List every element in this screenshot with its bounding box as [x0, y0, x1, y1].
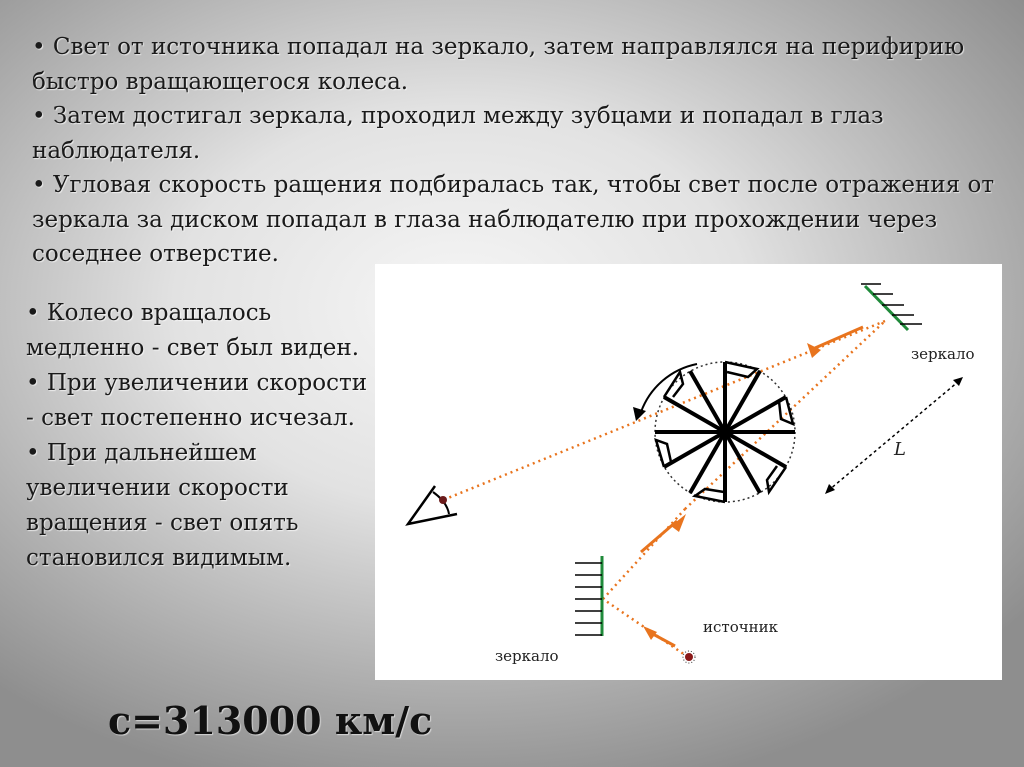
far-mirror-label: зеркало	[911, 345, 975, 363]
light-source	[683, 651, 695, 663]
toothed-wheel	[655, 362, 795, 502]
far-mirror	[861, 284, 922, 330]
top-description	[32, 30, 1007, 272]
paragraph-angular-speed: • Угловая скорость ращения подбиралась так, чтобы свет после отражения от зеркала за диском попадал в глаза наблюдателю при прохождении через соседнее отверстие.	[32, 172, 995, 267]
distance-marker	[825, 377, 963, 494]
source-label: источник	[703, 618, 779, 636]
wheel-hub	[722, 429, 728, 435]
near-mirror	[575, 556, 602, 636]
speed-of-light-result: c=313000 км/с	[108, 698, 433, 743]
paragraph-further-increase: • При дальнейшем увеличении скорости вращения - свет опять становился видимым.	[26, 440, 299, 571]
observer-eye-icon	[408, 486, 457, 524]
side-description	[26, 296, 371, 576]
paragraph-slow-rotation: • Колесо вращалось медленно - свет был виден.	[26, 300, 360, 361]
fizeau-diagram	[375, 264, 1002, 680]
near-mirror-label: зеркало	[495, 647, 559, 665]
beam-mirror-to-wheel	[603, 509, 685, 599]
paragraph-teeth: • Затем достигал зеркала, проходил между зубцами и попадал в глаз наблюдателя.	[32, 103, 884, 164]
arrow-source	[643, 626, 657, 640]
light-beams	[443, 321, 885, 657]
paragraph-speed-increase: • При увеличении скорости - свет постепенно исчезал.	[26, 370, 368, 431]
distance-label: L	[894, 439, 906, 460]
paragraph-light-path: • Свет от источника попадал на зеркало, затем направлялся на перифирию быстро вращающегося колеса.	[32, 34, 965, 95]
